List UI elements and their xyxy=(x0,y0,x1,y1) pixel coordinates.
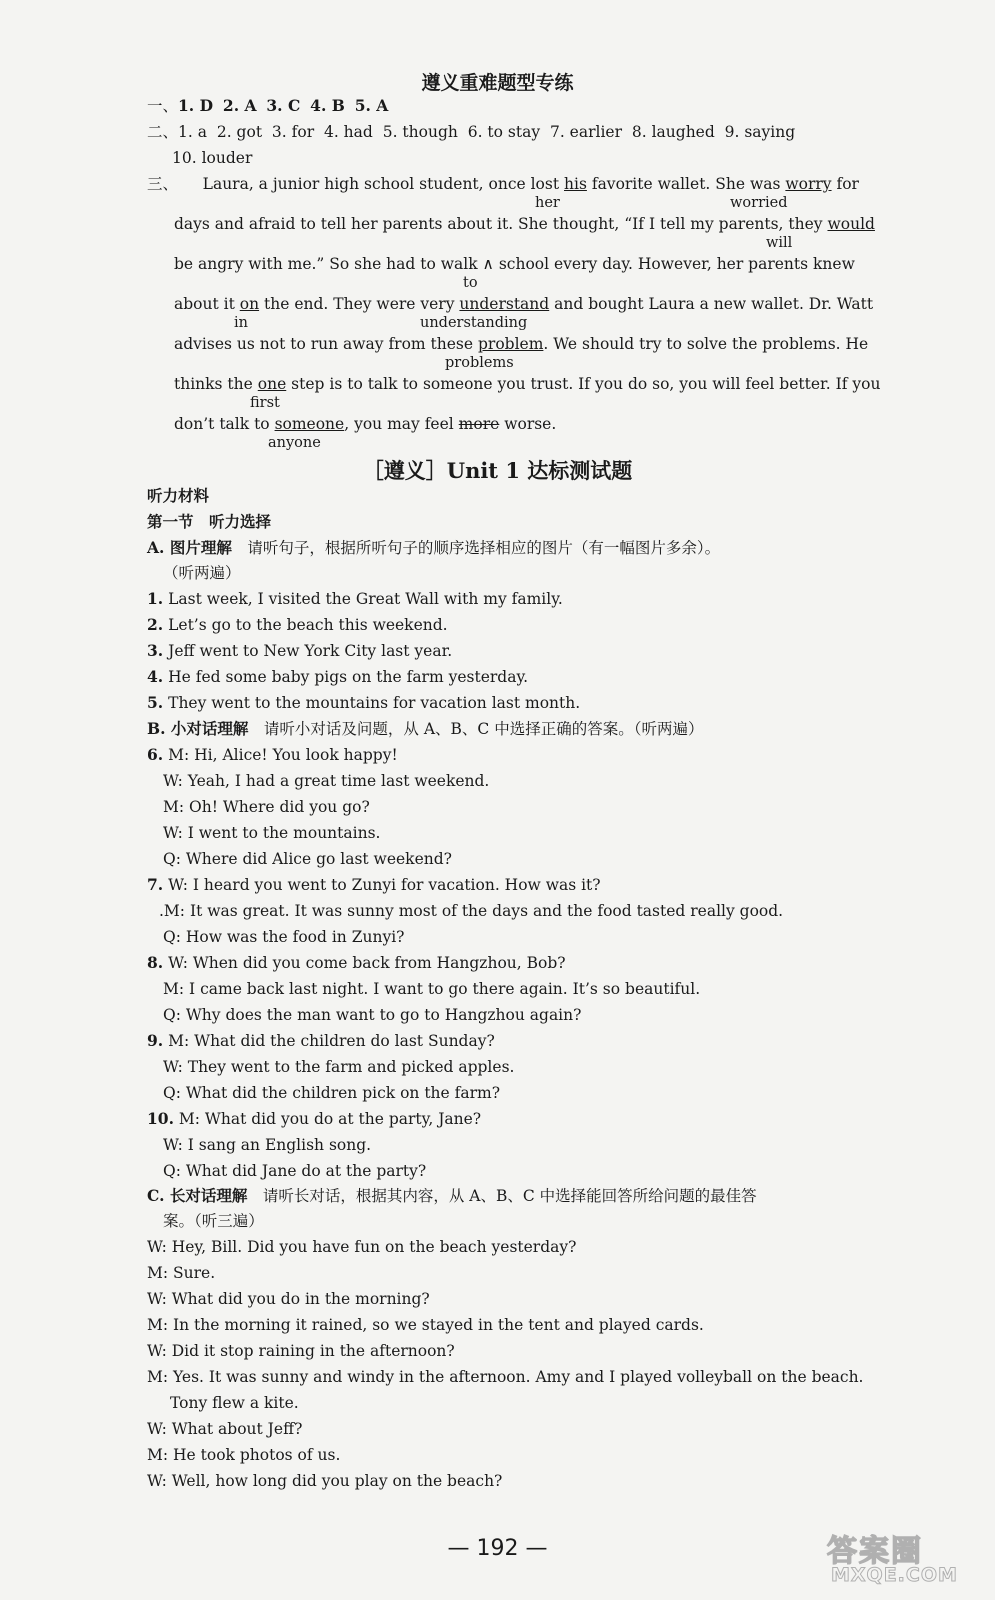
list-item xyxy=(147,641,452,661)
passage-line-5: advises us not to run away from these problem. We should try to solve the problems. He xyxy=(174,335,869,353)
item-number: 8. xyxy=(147,953,164,972)
item-number: 3. xyxy=(147,641,164,660)
line-text: Q: What did Jane do at the party? xyxy=(163,1162,427,1180)
correction-her: her xyxy=(535,195,560,211)
line-text: M: What did the children do last Sunday? xyxy=(163,1032,495,1050)
passage-line-6: thinks the one step is to talk to someone you trust. If you do so, you will feel better. If you xyxy=(174,375,881,393)
dialogue-line: W: Well, how long did you play on the beach? xyxy=(147,1472,503,1490)
line-text: W: I went to the mountains. xyxy=(163,824,381,842)
dialogue-line xyxy=(163,849,452,869)
watermark-logo xyxy=(821,1524,981,1594)
part-c-times: 案。（听三遍） xyxy=(163,1212,264,1230)
answers-part-1: 一、1. D 2. A 3. C 4. B 5. A xyxy=(147,96,389,115)
answer-2: 2. A xyxy=(222,96,257,115)
line-text: M: Oh! Where did you go? xyxy=(163,798,370,816)
dialogue-line xyxy=(159,901,783,921)
answer-3: 3. C xyxy=(266,96,301,115)
line-text: W: I sang an English song. xyxy=(163,1136,372,1154)
listening-title: 听力材料 xyxy=(147,486,210,505)
dialogue-line: Tony flew a kite. xyxy=(170,1394,299,1412)
line-text: Q: Why does the man want to go to Hangzhou again? xyxy=(163,1006,582,1024)
line-text: .M: It was great. It was sunny most of the days and the food tasted really good. xyxy=(159,902,784,920)
dialogue-line: W: What about Jeff? xyxy=(147,1420,303,1438)
correction-in: in xyxy=(234,315,248,331)
dialogue-line xyxy=(163,979,700,999)
dialogue-line xyxy=(147,1109,481,1129)
list-item xyxy=(147,589,563,609)
dialogue-line xyxy=(163,1005,581,1025)
answer-1: 1. D xyxy=(178,96,214,115)
part-a-times: （听两遍） xyxy=(163,564,241,582)
dialogue-line xyxy=(163,771,489,791)
item-text: He fed some baby pigs on the farm yesterday. xyxy=(163,668,529,686)
item-number: 6. xyxy=(147,745,164,764)
item-text: Jeff went to New York City last year. xyxy=(163,642,453,660)
answer-10: 10. louder xyxy=(172,149,253,167)
dialogue-line xyxy=(147,1031,495,1051)
answers-part-2: 二、1. a 2. got 3. for 4. had 5. though 6. to stay 7. earlier 8. laughed 9. saying xyxy=(147,123,796,141)
item-number: 4. xyxy=(147,667,164,686)
dialogue-line xyxy=(163,1135,371,1155)
item-text: Let’s go to the beach this weekend. xyxy=(163,616,448,634)
dialogue-line: M: Yes. It was sunny and windy in the afternoon. Amy and I played volleyball on the beach. xyxy=(147,1368,864,1386)
answer-4: 4. B xyxy=(310,96,345,115)
dialogue-line: M: In the morning it rained, so we stayed in the tent and played cards. xyxy=(147,1316,704,1334)
correction-problems: problems xyxy=(445,355,514,371)
dialogue-line xyxy=(163,1161,426,1181)
item-text: They went to the mountains for vacation last month. xyxy=(163,694,581,712)
dialogue-line xyxy=(147,953,566,973)
dialogue-line xyxy=(147,875,601,895)
list-item xyxy=(147,693,580,713)
correction-worried: worried xyxy=(730,195,788,211)
dialogue-line xyxy=(163,1057,514,1077)
item-number: 1. xyxy=(147,589,164,608)
dialogue-line: W: Did it stop raining in the afternoon? xyxy=(147,1342,455,1360)
page-number: — 192 — xyxy=(447,1536,548,1561)
watermark-cn: 答案圈 xyxy=(827,1534,923,1569)
part-1-title: 第一节 听力选择 xyxy=(147,512,272,531)
watermark-en: MXQE.COM xyxy=(831,1564,958,1586)
section-title-unit-1-test: ［遵义］Unit 1 达标测试题 xyxy=(362,458,633,483)
correction-anyone: anyone xyxy=(268,435,321,451)
dialogue-line: M: He took photos of us. xyxy=(147,1446,341,1464)
line-text: W: Yeah, I had a great time last weekend. xyxy=(163,772,490,790)
line-text: Q: What did the children pick on the farm? xyxy=(163,1084,501,1102)
passage-line-7: don’t talk to someone, you may feel more worse. xyxy=(174,415,557,433)
correction-understanding: understanding xyxy=(420,315,528,331)
dialogue-line xyxy=(163,823,380,843)
item-number: 9. xyxy=(147,1031,164,1050)
part-b-heading: B. 小对话理解 请听小对话及问题，从 A、B、C 中选择正确的答案。（听两遍） xyxy=(147,719,704,738)
item-number: 2. xyxy=(147,615,164,634)
list-item xyxy=(147,667,528,687)
dialogue-line xyxy=(163,797,370,817)
passage-line-3: be angry with me.” So she had to walk ∧ school every day. However, her parents knew xyxy=(174,255,855,273)
line-text: M: Hi, Alice! You look happy! xyxy=(163,746,398,764)
correction-to: to xyxy=(463,275,478,291)
correction-will: will xyxy=(766,235,793,251)
line-text: W: They went to the farm and picked apples. xyxy=(163,1058,515,1076)
dialogue-line xyxy=(163,1083,500,1103)
dialogue-line: W: What did you do in the morning? xyxy=(147,1290,430,1308)
dialogue-line: M: Sure. xyxy=(147,1264,216,1282)
passage-line-1: 三、 Laura, a junior high school student, once lost his favorite wallet. She was worry for xyxy=(147,175,859,193)
insertion-mark: ∧ xyxy=(482,255,494,273)
dialogue-line xyxy=(163,927,404,947)
dialogue-line: W: Hey, Bill. Did you have fun on the beach yesterday? xyxy=(147,1238,577,1256)
item-number: 10. xyxy=(147,1109,174,1128)
correction-first: first xyxy=(250,395,280,411)
line-text: W: When did you come back from Hangzhou, Bob? xyxy=(163,954,566,972)
passage-line-2: days and afraid to tell her parents about it. She thought, “If I tell my parents, they would xyxy=(174,215,875,233)
part-c-heading: C. 长对话理解 请听长对话，根据其内容，从 A、B、C 中选择能回答所给问题的最佳答 xyxy=(147,1186,757,1205)
line-text: M: I came back last night. I want to go there again. It’s so beautiful. xyxy=(163,980,701,998)
line-text: M: What did you do at the party, Jane? xyxy=(173,1110,482,1128)
passage-line-4: about it on the end. They were very understand and bought Laura a new wallet. Dr. Watt xyxy=(174,295,874,313)
section-title-zunyi-practice: 遵义重难题型专练 xyxy=(421,72,574,94)
item-number: 5. xyxy=(147,693,164,712)
answer-5: 5. A xyxy=(354,96,389,115)
item-number: 7. xyxy=(147,875,164,894)
line-text: Q: Where did Alice go last weekend? xyxy=(163,850,452,868)
part-a-heading: A. 图片理解 请听句子，根据所听句子的顺序选择相应的图片（有一幅图片多余）。 xyxy=(147,538,721,557)
line-text: W: I heard you went to Zunyi for vacation. How was it? xyxy=(163,876,601,894)
item-text: Last week, I visited the Great Wall with my family. xyxy=(163,590,563,608)
dialogue-line xyxy=(147,745,398,765)
list-item xyxy=(147,615,448,635)
line-text: Q: How was the food in Zunyi? xyxy=(163,928,405,946)
